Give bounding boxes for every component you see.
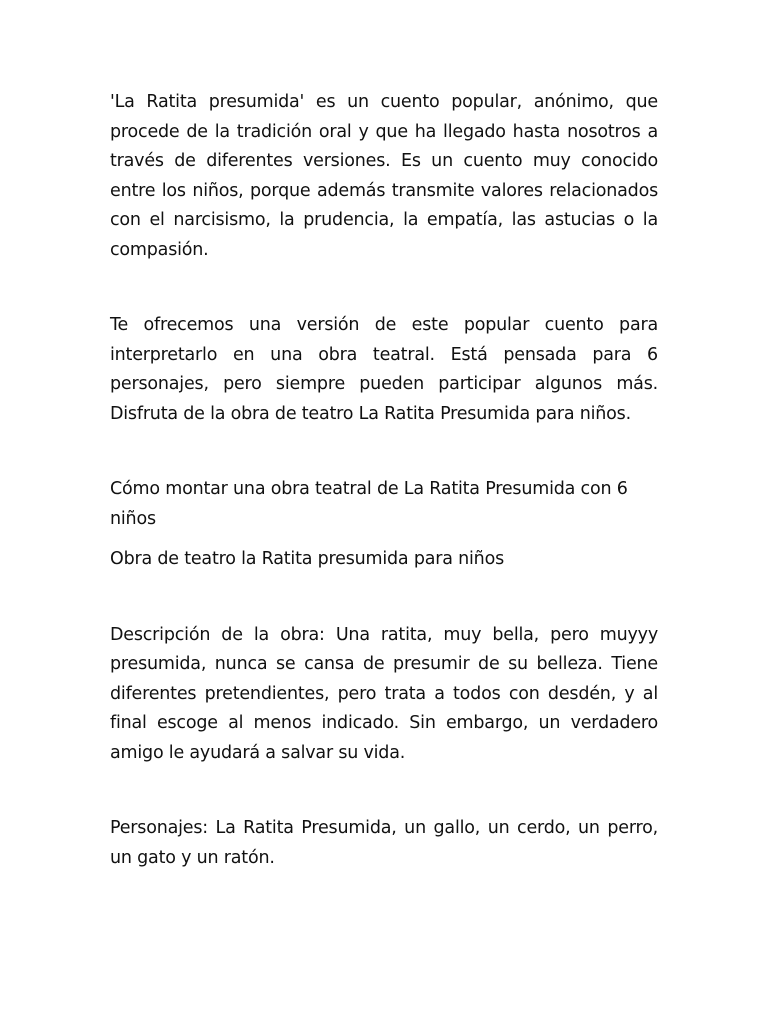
document-page (110, 88, 658, 873)
paragraph-spacer (110, 429, 658, 475)
play-title: Obra de teatro la Ratita presumida para niños (110, 549, 504, 569)
intro-paragraph: 'La Ratita presumida' es un cuento popular, anónimo, que procede de la tradición oral y que ha llegado hasta nosotros a través de diferentes versiones. Es un cuento muy conocido entre los niños, porque además transmite valores relacionados con el narcisismo, la prudencia, la empatía, las astucias o la compasión. (110, 92, 658, 260)
paragraph-spacer (110, 265, 658, 311)
characters-paragraph: Personajes: La Ratita Presumida, un gallo, un cerdo, un perro, un gato y un ratón. (110, 818, 658, 868)
paragraph-spacer (110, 534, 658, 545)
paragraph-spacer (110, 575, 658, 621)
description-paragraph: Descripción de la obra: Una ratita, muy bella, pero muyyy presumida, nunca se cansa de presumir de su belleza. Tiene diferentes pretendientes, pero trata a todos con desdén, y al final escoge al menos indicado. Sin embargo, un verdadero amigo le ayudará a salvar su vida. (110, 624, 658, 763)
how-to-heading: Cómo montar una obra teatral de La Ratita Presumida con 6 niños (110, 479, 628, 529)
paragraph-spacer (110, 768, 658, 814)
offer-paragraph: Te ofrecemos una versión de este popular cuento para interpretarlo en una obra teatral. Está pensada para 6 personajes, pero siempre pueden participar algunos más. Disfruta de la obra de teatro La Ratita Presumida para niños. (110, 315, 658, 424)
